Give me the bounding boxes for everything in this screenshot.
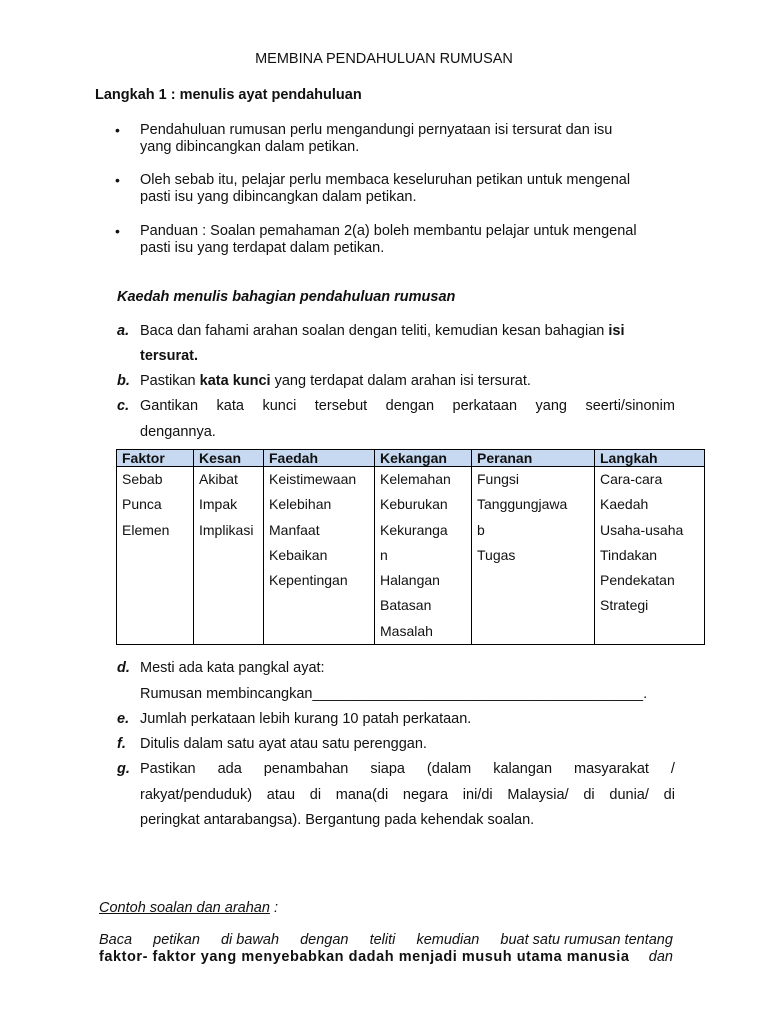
table-cell-item: Akibat [199,471,238,487]
table-cell-item: Tindakan [600,546,658,563]
table-cell-item: Implikasi [199,521,254,538]
table-cell-item: Sebab [122,471,163,487]
table-header: Kesan [194,450,264,467]
item-a-line2: tersurat. [140,348,199,364]
table-cell-item: Batasan [380,597,432,614]
bullet-2-line2: pasti isu yang dibincangkan dalam petikan. [140,188,417,205]
table-cell-item: Kaedah [600,496,649,513]
bullet-3-line2: pasti isu yang terdapat dalam petikan. [140,239,385,256]
table-cell-item: Impak [199,496,238,513]
table-cell-peranan [472,467,595,645]
table-cell-item: Keistimewaan [269,471,357,487]
bullet-dot: • [115,122,120,138]
table-cell-faedah [264,467,375,645]
item-f-text: Ditulis dalam satu ayat atau satu perenggan. [140,736,427,752]
table-cell-item: Manfaat [269,521,320,538]
table-header: Kekangan [375,450,472,467]
bullet-3 [140,223,700,256]
table-cell-kekangan [375,467,472,645]
item-g-label: g. [117,761,130,777]
item-c-line2: dengannya. [140,424,216,440]
item-c-label: c. [117,398,130,414]
table-cell-item: Halangan [380,572,440,589]
table-header: Peranan [472,450,595,467]
keyword-table [116,449,705,645]
table-cell-item: b [477,521,485,538]
table-cell-item: Kepentingan [269,572,348,589]
item-d-line2: Rumusan membincangkan_________________________________________. [140,686,648,702]
item-e-text: Jumlah perkataan lebih kurang 10 patah perkataan. [140,711,472,727]
item-g-line3: peringkat antarabangsa). Bergantung pada kehendak soalan. [140,812,535,828]
table-cell-item: Elemen [122,521,170,538]
bullet-1-line2: yang dibincangkan dalam petikan. [140,138,360,155]
table-cell-kesan [194,467,264,645]
question-line2: faktor- faktor yang menyebabkan dadah menjadi musuh utama manusia dan [99,949,673,965]
question-line1: Baca petikan di bawah dengan teliti kemudian buat satu rumusan tentang [99,932,673,948]
table-cell-item: Kelemahan [380,471,451,487]
table-header: Faktor [117,450,194,467]
table-cell-item: Keburukan [380,496,448,513]
contoh-heading: Contoh soalan dan arahan : [99,900,278,916]
table-cell-item: Tugas [477,546,516,563]
table-cell-langkah [595,467,705,645]
item-g-line1: Pastikan ada penambahan siapa (dalam kalangan masyarakat / [140,761,675,777]
table-cell-item: Tanggungjawa [477,496,568,513]
item-d-line1: Mesti ada kata pangkal ayat: [140,660,325,676]
item-f-label: f. [117,736,126,752]
kaedah-heading: Kaedah menulis bahagian pendahuluan rumusan [117,289,456,305]
item-e-label: e. [117,711,130,727]
bullet-dot: • [115,172,120,188]
bullet-2 [140,172,700,205]
item-a-label: a. [117,323,130,339]
table-cell-item: Fungsi [477,471,520,487]
table-cell-item: n [380,546,388,563]
table-cell-faktor [117,467,194,645]
page-title: MEMBINA PENDAHULUAN RUMUSAN [255,51,513,67]
bullet-1 [140,122,700,155]
table-cell-item: Punca [122,496,162,513]
table-cell-item: Kelebihan [269,496,332,513]
table-cell-item: Kebaikan [269,546,328,563]
table-row [117,467,705,645]
bullet-dot: • [115,223,120,239]
table-cell-item: Pendekatan [600,572,675,589]
table-cell-item: Usaha-usaha [600,521,684,538]
item-b-label: b. [117,373,130,389]
step-heading: Langkah 1 : menulis ayat pendahuluan [95,87,362,103]
bullet-2-line1: Oleh sebab itu, pelajar perlu membaca keseluruhan petikan untuk mengenal [140,172,631,188]
item-b-text: Pastikan kata kunci yang terdapat dalam arahan isi tersurat. [140,373,531,389]
bullet-1-line1: Pendahuluan rumusan perlu mengandungi pernyataan isi tersurat dan isu [140,122,613,138]
item-d-label: d. [117,660,130,676]
table-header: Langkah [595,450,705,467]
table-header: Faedah [264,450,375,467]
item-c-line1: Gantikan kata kunci tersebut dengan perkataan yang seerti/sinonim [140,398,675,414]
item-g-line2: rakyat/penduduk) atau di mana(di negara ini/di Malaysia/ di dunia/ di [140,787,675,803]
table-cell-item: Masalah [380,622,433,639]
item-a-text: Baca dan fahami arahan soalan dengan teliti, kemudian kesan bahagian isi [140,323,625,339]
bullet-3-line1: Panduan : Soalan pemahaman 2(a) boleh membantu pelajar untuk mengenal [140,223,637,239]
table-cell-item: Kekuranga [380,521,448,538]
table-cell-item: Cara-cara [600,471,663,487]
table-cell-item: Strategi [600,597,649,614]
table-header-row [117,450,705,467]
